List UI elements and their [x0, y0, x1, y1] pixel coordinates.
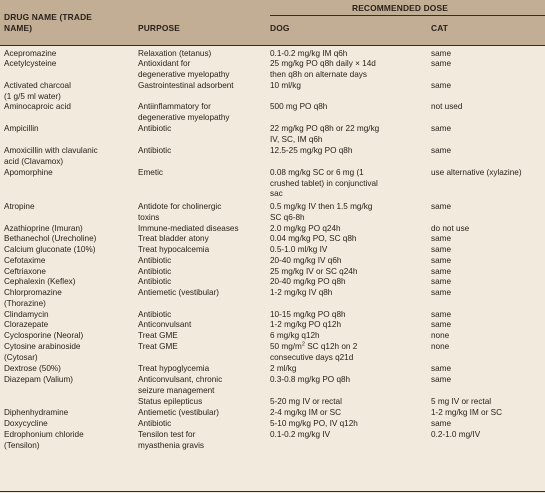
dog-dose-cell	[270, 124, 379, 145]
drug-name-cell-line: Edrophonium chloride	[4, 430, 84, 439]
drug-name-cell-line: Aminocaproic acid	[4, 102, 71, 111]
drug-name-cell	[4, 331, 83, 342]
cat-dose-cell	[431, 267, 451, 278]
dog-dose-cell	[270, 267, 357, 278]
drug-name-cell-line: acid (Clavamox)	[4, 156, 64, 166]
cat-dose-cell	[431, 168, 522, 179]
purpose-cell-line: Antioxidant for	[138, 59, 191, 68]
drug-name-cell	[4, 288, 62, 309]
drug-name-cell-line: Chlorpromazine	[4, 288, 62, 297]
purpose-cell	[138, 224, 239, 235]
purpose-cell-line: Treat hypocalcemia	[138, 245, 210, 254]
dog-dose-cell	[270, 49, 347, 60]
cat-dose-cell-line: same	[431, 202, 452, 211]
cat-dose-cell-line: 5 mg IV or rectal	[431, 397, 492, 406]
dog-dose-cell-line: 5-20 mg IV or rectal	[270, 397, 342, 406]
drug-name-cell-line: Cyclosporine (Neoral)	[4, 331, 84, 340]
dog-dose-cell-line: 0.5-1.0 ml/kg IV	[270, 245, 328, 254]
drug-name-cell	[4, 124, 39, 135]
dog-dose-cell	[270, 59, 376, 80]
dog-dose-cell	[270, 146, 352, 157]
drug-name-cell	[4, 277, 75, 288]
dog-dose-cell	[270, 408, 341, 419]
purpose-cell	[138, 364, 209, 375]
cat-dose-cell-line: do not use	[431, 224, 470, 233]
purpose-cell-line: Treat GME	[138, 331, 178, 340]
purpose-cell	[138, 419, 171, 430]
purpose-cell	[138, 277, 171, 288]
drug-name-cell-line: Ceftriaxone	[4, 267, 46, 276]
dog-dose-cell-line: sac	[270, 189, 283, 199]
dog-dose-cell	[270, 364, 296, 375]
dog-dose-cell	[270, 397, 342, 408]
drug-name-cell	[4, 146, 98, 167]
cat-dose-cell	[431, 102, 462, 113]
drug-name-cell-line: (1 g/5 ml water)	[4, 91, 61, 101]
cat-dose-cell	[431, 234, 451, 245]
purpose-cell	[138, 59, 230, 80]
drug-name-cell-line: (Tensilon)	[4, 440, 40, 450]
cat-dose-cell	[431, 408, 502, 419]
dog-dose-cell-line: 22 mg/kg PO q8h or 22 mg/kg	[270, 124, 380, 133]
drug-name-cell-line: Bethanechol (Urecholine)	[4, 234, 97, 243]
purpose-cell-line: Anticonvulsant	[138, 320, 192, 329]
purpose-cell-line: Antibiotic	[138, 419, 172, 428]
dog-dose-cell	[270, 419, 358, 430]
dog-dose-cell-line: 10 ml/kg	[270, 81, 301, 90]
cat-dose-cell	[431, 288, 451, 299]
drug-name-cell-line: (Thorazine)	[4, 298, 46, 308]
dog-dose-cell-line: 25 mg/kg PO q8h daily × 14d	[270, 59, 376, 68]
dog-dose-cell-line: 500 mg PO q8h	[270, 102, 328, 111]
dog-dose-cell-line: 0.08 mg/kg SC or 6 mg (1	[270, 168, 364, 177]
dog-dose-cell	[270, 245, 327, 256]
purpose-cell	[138, 202, 221, 223]
purpose-cell-line: seizure management	[138, 385, 215, 395]
drug-name-cell-line: Clorazepate	[4, 320, 49, 329]
dog-dose-cell-line: 5-10 mg/kg PO, IV q12h	[270, 419, 358, 428]
header-cat: CAT	[431, 23, 449, 33]
drug-name-cell	[4, 267, 46, 278]
drug-name-cell-line: Acepromazine	[4, 49, 57, 58]
cat-dose-cell-line: 0.2-1.0 mg/IV	[431, 430, 481, 439]
header-purpose: PURPOSE	[138, 23, 181, 33]
cat-dose-cell	[431, 202, 451, 213]
purpose-cell-line: Treat hypoglycemia	[138, 364, 210, 373]
drug-name-cell-line: Amoxicillin with clavulanic	[4, 146, 98, 155]
drug-name-cell-line: Acetylcysteine	[4, 59, 57, 68]
purpose-cell	[138, 375, 222, 396]
cat-dose-cell-line: same	[431, 124, 452, 133]
dog-dose-cell	[270, 81, 301, 92]
drug-name-cell	[4, 364, 61, 375]
cat-dose-cell-line: same	[431, 49, 452, 58]
cat-dose-cell	[431, 364, 451, 375]
cat-dose-cell	[431, 430, 480, 441]
dog-dose-cell-line: 2 ml/kg	[270, 364, 297, 373]
dog-dose-cell-line: then q8h on alternate days	[270, 69, 367, 79]
cat-dose-cell	[431, 277, 451, 288]
header-bottom-rule	[0, 45, 545, 46]
drug-name-cell-line: Calcium gluconate (10%)	[4, 245, 96, 254]
cat-dose-cell-line: 1-2 mg/kg IM or SC	[431, 408, 502, 417]
cat-dose-cell	[431, 81, 451, 92]
cat-dose-cell	[431, 224, 469, 235]
purpose-cell-line: Treat bladder atony	[138, 234, 209, 243]
dog-dose-cell-line: 0.1-0.2 mg/kg IV	[270, 430, 331, 439]
cat-dose-cell-line: none	[431, 331, 450, 340]
dog-dose-cell	[270, 430, 330, 441]
purpose-cell-line: Emetic	[138, 168, 164, 177]
purpose-cell	[138, 102, 230, 123]
cat-dose-cell	[431, 49, 451, 60]
dog-dose-cell	[270, 168, 378, 200]
purpose-cell	[138, 288, 219, 299]
drug-name-cell	[4, 234, 96, 245]
dog-dose-cell	[270, 234, 356, 245]
dog-dose-cell	[270, 375, 350, 386]
cat-dose-cell-line: none	[431, 342, 450, 351]
drug-name-cell-line: Activated charcoal	[4, 81, 71, 90]
cat-dose-cell-line: use alternative (xylazine)	[431, 168, 522, 177]
dog-dose-cell	[270, 310, 346, 321]
drug-name-cell-line: Diazepam (Valium)	[4, 375, 74, 384]
cat-dose-cell	[431, 375, 451, 386]
purpose-cell	[138, 331, 178, 342]
drug-name-cell-line: Cefotaxime	[4, 256, 46, 265]
purpose-cell-line: Antidote for cholinergic	[138, 202, 222, 211]
purpose-cell	[138, 81, 234, 92]
dog-dose-cell-line: 20-40 mg/kg IV q6h	[270, 256, 342, 265]
cat-dose-cell-line: same	[431, 59, 452, 68]
cat-dose-cell	[431, 146, 451, 157]
dog-dose-cell-line: 50 $mg/m^2$ SC q12h on 2	[270, 341, 358, 351]
cat-dose-cell	[431, 59, 451, 70]
cat-dose-cell	[431, 320, 451, 331]
cat-dose-cell	[431, 310, 451, 321]
cat-dose-cell-line: same	[431, 419, 452, 428]
header-group-divider	[270, 15, 545, 16]
purpose-cell-line: toxins	[138, 212, 160, 222]
cat-dose-cell	[431, 245, 451, 256]
purpose-cell	[138, 408, 219, 419]
purpose-cell-line: Antibiotic	[138, 124, 172, 133]
dog-dose-cell-line: 10-15 mg/kg PO q8h	[270, 310, 346, 319]
purpose-cell-line: Antiemetic (vestibular)	[138, 408, 219, 417]
purpose-cell	[138, 124, 171, 135]
dog-dose-cell-line: 2-4 mg/kg IM or SC	[270, 408, 341, 417]
drug-name-cell-line: Clindamycin	[4, 310, 49, 319]
purpose-cell-line: Antiinflammatory for	[138, 102, 211, 111]
drug-name-cell-line: Doxycycline	[4, 419, 48, 428]
purpose-cell	[138, 234, 209, 245]
dog-dose-cell	[270, 256, 341, 267]
dog-dose-cell	[270, 202, 372, 223]
dog-dose-cell-line: 25 mg/kg IV or SC q24h	[270, 267, 358, 276]
purpose-cell-line: Relaxation (tetanus)	[138, 49, 212, 58]
drug-name-cell	[4, 342, 80, 363]
purpose-cell	[138, 245, 209, 256]
cat-dose-cell-line: same	[431, 245, 452, 254]
header-drug-name: DRUG NAME (TRADE NAME)	[4, 12, 93, 33]
purpose-cell	[138, 267, 171, 278]
drug-name-cell	[4, 81, 71, 102]
dog-dose-cell-line: 0.3-0.8 mg/kg PO q8h	[270, 375, 351, 384]
drug-name-cell	[4, 202, 35, 213]
purpose-cell-line: Immune-mediated diseases	[138, 224, 239, 233]
cat-dose-cell-line: same	[431, 256, 452, 265]
dog-dose-cell	[270, 288, 332, 299]
cat-dose-cell	[431, 342, 449, 353]
purpose-cell-line: Antiemetic (vestibular)	[138, 288, 219, 297]
cat-dose-cell-line: same	[431, 320, 452, 329]
dog-dose-cell-line: 0.1-0.2 mg/kg IM q6h	[270, 49, 348, 58]
dog-dose-cell-line: 6 mg/kg q12h	[270, 331, 320, 340]
dog-dose-cell	[270, 320, 341, 331]
purpose-cell-line: Gastrointestinal adsorbent	[138, 81, 234, 90]
purpose-cell-line: Antibiotic	[138, 256, 172, 265]
dog-dose-cell	[270, 224, 341, 235]
purpose-cell-line: Status epilepticus	[138, 397, 203, 406]
purpose-cell-line: degenerative myelopathy	[138, 112, 230, 122]
drug-name-cell	[4, 59, 56, 70]
cat-dose-cell-line: same	[431, 288, 452, 297]
cat-dose-cell-line: same	[431, 375, 452, 384]
dog-dose-cell	[270, 342, 357, 363]
purpose-cell-line: Anticonvulsant, chronic	[138, 375, 223, 384]
drug-name-cell	[4, 310, 49, 321]
drug-name-cell	[4, 102, 71, 113]
cat-dose-cell	[431, 124, 451, 135]
drug-name-cell	[4, 49, 56, 60]
drug-name-cell	[4, 256, 45, 267]
table-bottom-rule	[0, 491, 545, 492]
purpose-cell-line: Antibiotic	[138, 277, 172, 286]
dog-dose-cell-line: 12.5-25 mg/kg PO q8h	[270, 146, 353, 155]
dog-dose-cell-line: SC q6-8h	[270, 212, 305, 222]
drug-name-cell	[4, 430, 84, 451]
dog-dose-cell-line: IV, SC, IM q6h	[270, 134, 323, 144]
purpose-cell-line: Antibiotic	[138, 146, 172, 155]
dog-dose-cell-line: consecutive days q21d	[270, 352, 354, 362]
drug-name-cell-line: Dextrose (50%)	[4, 364, 61, 373]
table-header	[0, 0, 545, 45]
purpose-cell	[138, 49, 211, 60]
cat-dose-cell-line: same	[431, 267, 452, 276]
drug-name-cell-line: Cytosine arabinoside	[4, 342, 81, 351]
purpose-cell	[138, 320, 191, 331]
drug-name-cell	[4, 168, 53, 179]
drug-name-cell	[4, 375, 73, 386]
dog-dose-cell-line: 2.0 mg/kg PO q24h	[270, 224, 341, 233]
purpose-cell-line: Antibiotic	[138, 310, 172, 319]
cat-dose-cell	[431, 397, 491, 408]
cat-dose-cell-line: same	[431, 81, 452, 90]
dog-dose-cell-line: 1-2 mg/kg IV q8h	[270, 288, 333, 297]
dog-dose-cell-line: 0.5 mg/kg IV then 1.5 mg/kg	[270, 202, 373, 211]
dog-dose-cell-line: 20-40 mg/kg PO q8h	[270, 277, 346, 286]
drug-name-cell	[4, 224, 83, 235]
purpose-cell	[138, 310, 171, 321]
dog-dose-cell-line: crushed tablet) in conjunctival	[270, 178, 378, 188]
drug-name-cell	[4, 320, 48, 331]
drug-name-cell-line: (Cytosar)	[4, 352, 38, 362]
purpose-cell-line: Tensilon test for	[138, 430, 196, 439]
dog-dose-cell	[270, 331, 320, 342]
cat-dose-cell	[431, 419, 451, 430]
drug-name-cell	[4, 245, 95, 256]
header-dog: DOG	[270, 23, 290, 33]
drug-name-cell	[4, 419, 48, 430]
drug-name-cell-line: Apomorphine	[4, 168, 53, 177]
drug-name-cell-line: Azathioprine (Imuran)	[4, 224, 83, 233]
purpose-cell	[138, 256, 171, 267]
cat-dose-cell-line: not used	[431, 102, 463, 111]
purpose-cell	[138, 342, 178, 353]
purpose-cell-line: Treat GME	[138, 342, 178, 351]
dog-dose-cell-line: 0.04 mg/kg PO, SC q8h	[270, 234, 357, 243]
purpose-cell-line: myasthenia gravis	[138, 440, 204, 450]
purpose-cell-line: degenerative myelopathy	[138, 69, 230, 79]
cat-dose-cell	[431, 256, 451, 267]
drug-name-cell-line: Cephalexin (Keflex)	[4, 277, 76, 286]
dog-dose-cell-line: 1-2 mg/kg PO q12h	[270, 320, 341, 329]
dog-dose-cell	[270, 102, 327, 113]
dog-dose-cell	[270, 277, 346, 288]
header-recommended-dose: RECOMMENDED DOSE	[352, 3, 448, 13]
purpose-cell	[138, 397, 202, 408]
cat-dose-cell-line: same	[431, 146, 452, 155]
cat-dose-cell-line: same	[431, 277, 452, 286]
drug-name-cell-line: Diphenhydramine	[4, 408, 69, 417]
drug-name-cell-line: Ampicillin	[4, 124, 39, 133]
cat-dose-cell-line: same	[431, 310, 452, 319]
purpose-cell	[138, 430, 204, 451]
purpose-cell-line: Antibiotic	[138, 267, 172, 276]
purpose-cell	[138, 168, 163, 179]
cat-dose-cell-line: same	[431, 234, 452, 243]
drug-name-cell-line: Atropine	[4, 202, 35, 211]
cat-dose-cell-line: same	[431, 364, 452, 373]
cat-dose-cell	[431, 331, 449, 342]
drug-name-cell	[4, 408, 68, 419]
purpose-cell	[138, 146, 171, 157]
